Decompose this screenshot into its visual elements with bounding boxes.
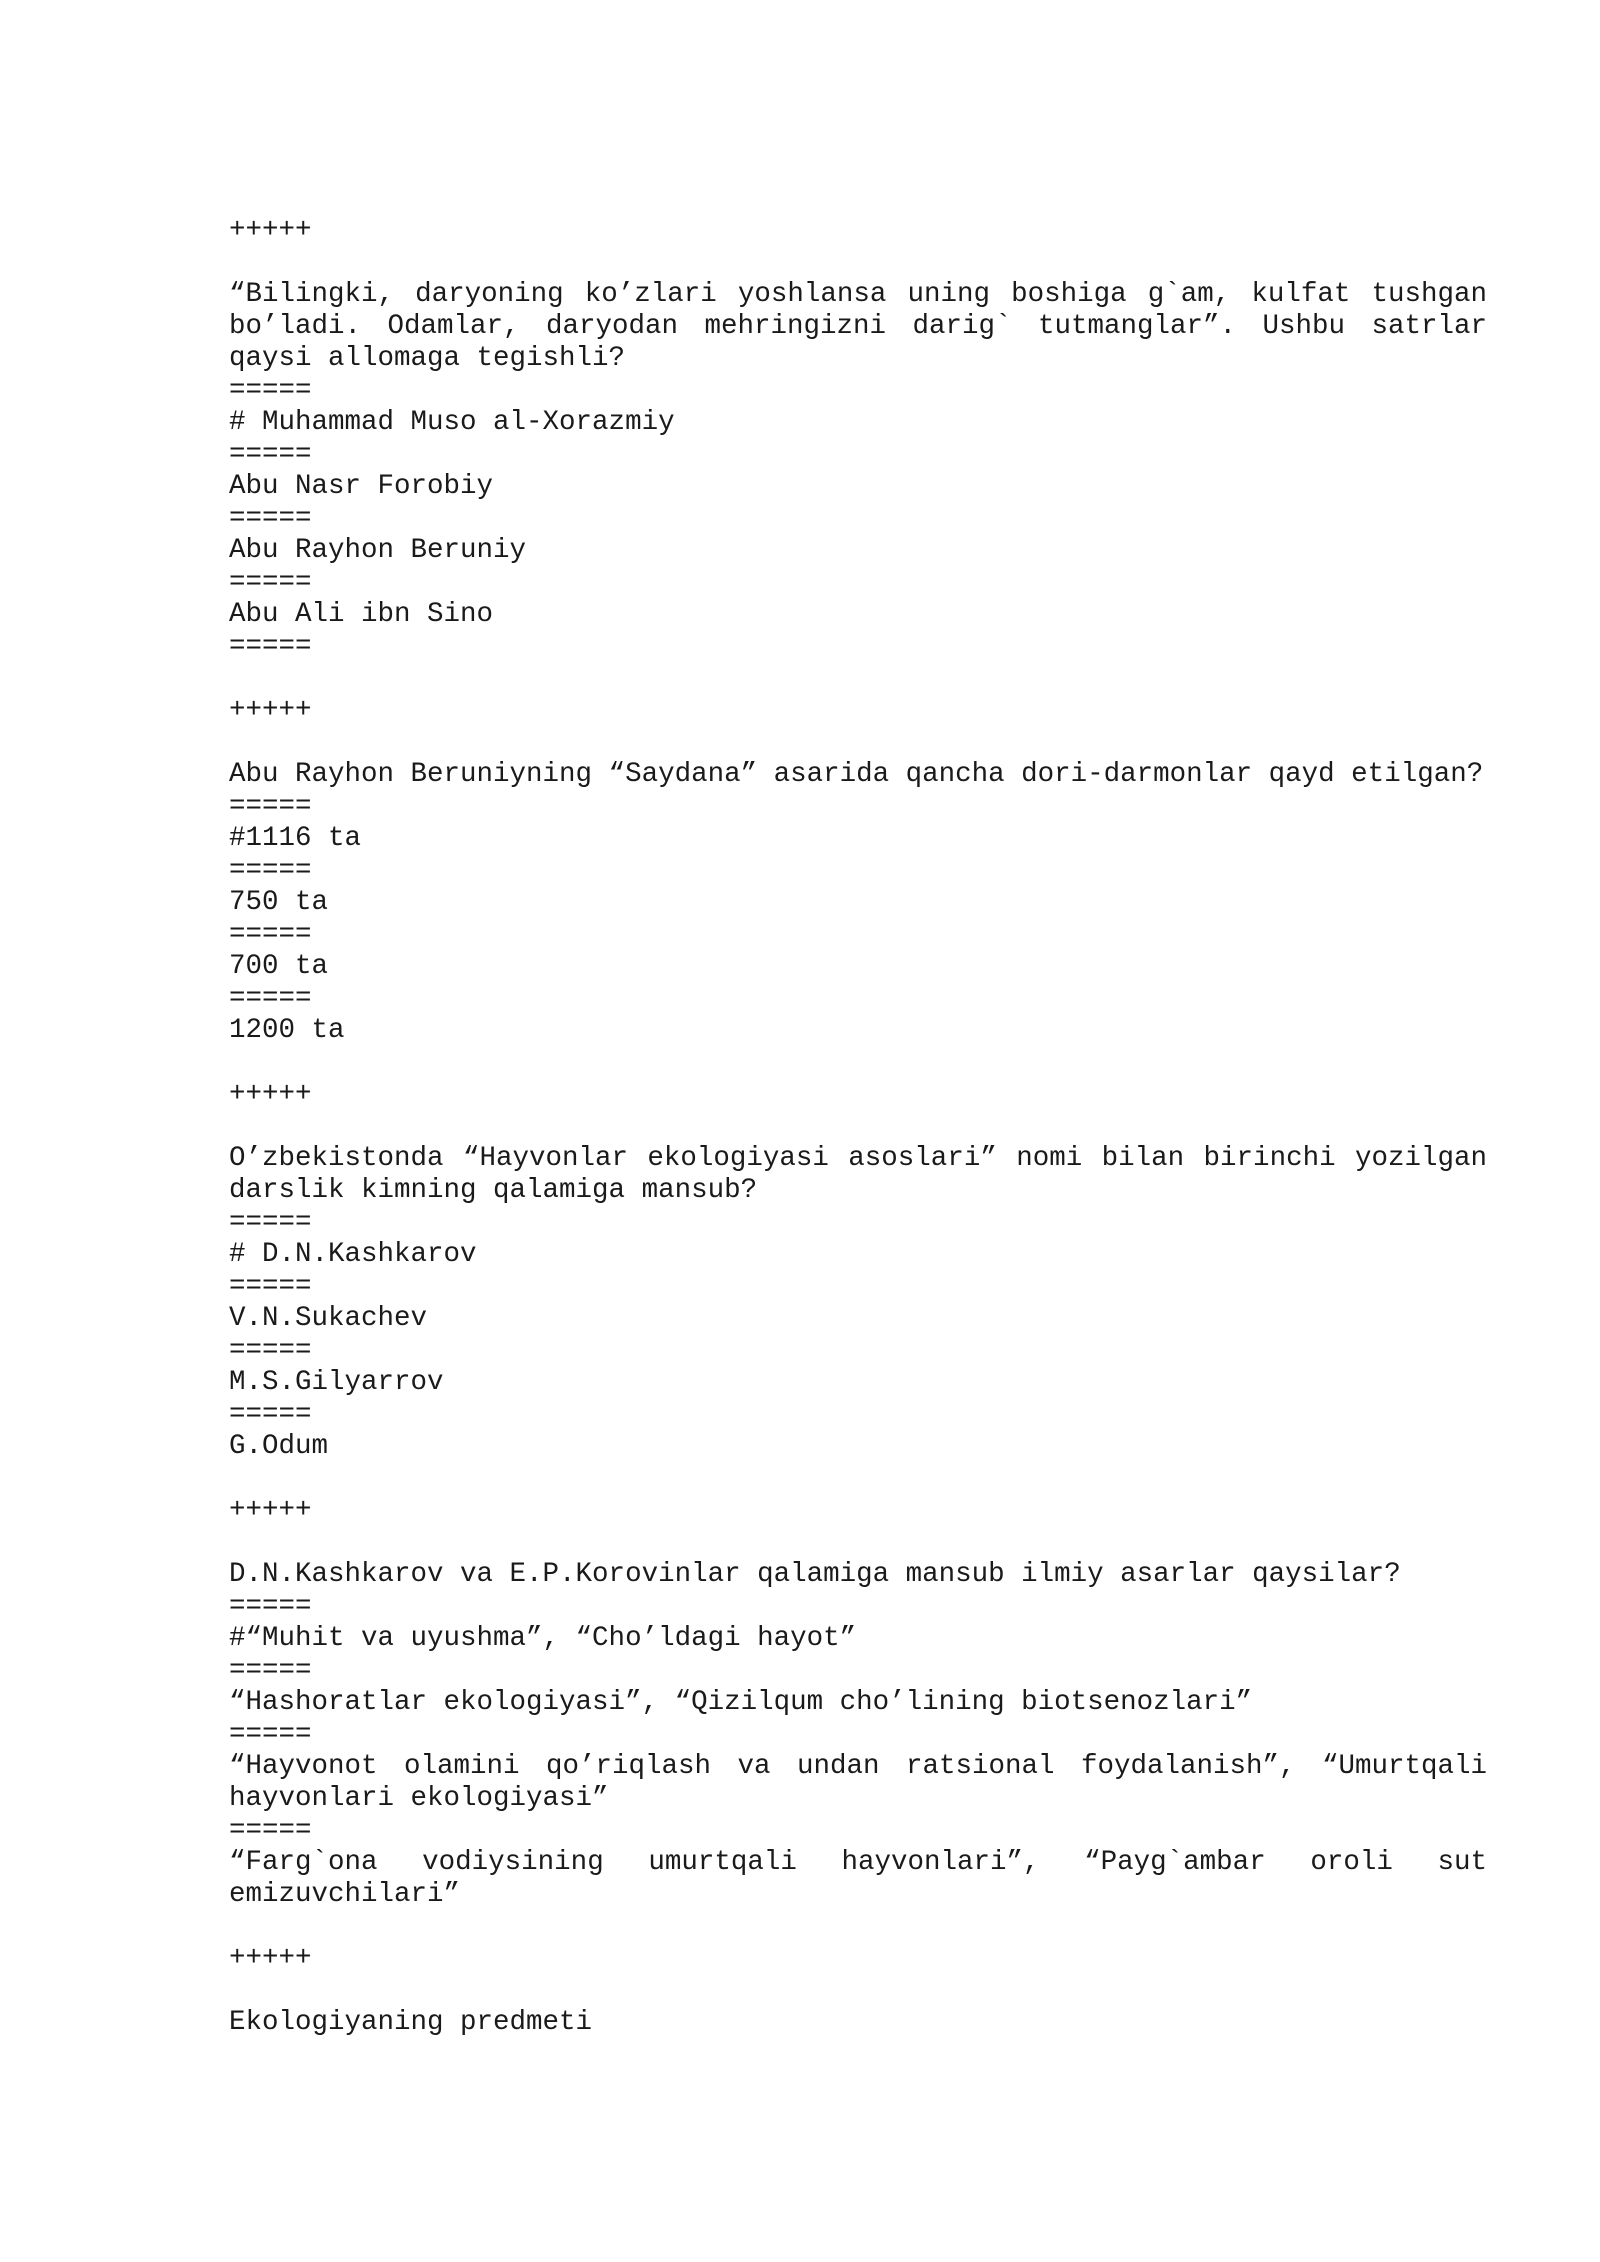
separator: ===== bbox=[229, 375, 312, 406]
separator: ===== bbox=[229, 919, 312, 950]
answer-option: M.S.Gilyarrov bbox=[229, 1367, 444, 1398]
question-block bbox=[229, 695, 1487, 1079]
separator: ===== bbox=[229, 1335, 312, 1366]
question-block bbox=[229, 1943, 1487, 2039]
answer-option: #1116 ta bbox=[229, 823, 362, 854]
answer-option: # Muhammad Muso al-Xorazmiy bbox=[229, 407, 675, 438]
answer-option: Abu Rayhon Beruniy bbox=[229, 535, 527, 566]
answer-option: 750 ta bbox=[229, 887, 329, 918]
question-text: D.N.Kashkarov va E.P.Korovinlar qalamiga mansub ilmiy asarlar qaysilar? bbox=[229, 1559, 1401, 1590]
answer-option: 700 ta bbox=[229, 951, 329, 982]
question-text: O’zbekistonda “Hayvonlar ekologiyasi asoslari” nomi bilan birinchi yozilgan darslik kimning qalamiga mansub? bbox=[229, 1143, 1487, 1206]
question-block bbox=[229, 1079, 1487, 1495]
answer-option: “Hayvonot olamini qo’riqlash va undan ratsional foydalanish”, “Umurtqali hayvonlari ekologiyasi” bbox=[229, 1751, 1487, 1814]
separator: ===== bbox=[229, 1655, 312, 1686]
answer-option: “Hashoratlar ekologiyasi”, “Qizilqum cho’lining biotsenozlari” bbox=[229, 1687, 1253, 1718]
separator: ===== bbox=[229, 1719, 312, 1750]
separator: ===== bbox=[229, 855, 312, 886]
separator: ===== bbox=[229, 567, 312, 598]
separator: ===== bbox=[229, 791, 312, 822]
answer-option: V.N.Sukachev bbox=[229, 1303, 428, 1334]
answer-option: #“Muhit va uyushma”, “Cho’ldagi hayot” bbox=[229, 1623, 857, 1654]
question-text: Abu Rayhon Beruniyning “Saydana” asarida qancha dori-darmonlar qayd etilgan? bbox=[229, 759, 1484, 790]
answer-option: “Farg`ona vodiysining umurtqali hayvonlari”, “Payg`ambar oroli sut emizuvchilari” bbox=[229, 1847, 1487, 1910]
separator: ===== bbox=[229, 439, 312, 470]
separator: ===== bbox=[229, 1399, 312, 1430]
question-marker: +++++ bbox=[229, 1079, 312, 1110]
question-text: “Bilingki, daryoning ko’zlari yoshlansa uning boshiga g`am, kulfat tushgan bo’ladi. Odamlar, daryodan mehringizni darig` tutmanglar”. Ushbu satrlar qaysi allomaga tegishli? bbox=[229, 279, 1487, 374]
document-page bbox=[229, 215, 1487, 2039]
separator: ===== bbox=[229, 1207, 312, 1238]
answer-option: Abu Ali ibn Sino bbox=[229, 599, 494, 630]
question-marker: +++++ bbox=[229, 215, 312, 246]
question-marker: +++++ bbox=[229, 1943, 312, 1974]
answer-option: # D.N.Kashkarov bbox=[229, 1239, 477, 1270]
separator: ===== bbox=[229, 1271, 312, 1302]
separator: ===== bbox=[229, 503, 312, 534]
separator: ===== bbox=[229, 983, 312, 1014]
separator: ===== bbox=[229, 1815, 312, 1846]
answer-option: Abu Nasr Forobiy bbox=[229, 471, 494, 502]
question-marker: +++++ bbox=[229, 695, 312, 726]
question-block bbox=[229, 1495, 1487, 1943]
question-block bbox=[229, 215, 1487, 695]
answer-option: 1200 ta bbox=[229, 1015, 345, 1046]
question-text: Ekologiyaning predmeti bbox=[229, 2007, 593, 2038]
separator: ===== bbox=[229, 631, 312, 662]
question-marker: +++++ bbox=[229, 1495, 312, 1526]
separator: ===== bbox=[229, 1591, 312, 1622]
answer-option: G.Odum bbox=[229, 1431, 329, 1462]
